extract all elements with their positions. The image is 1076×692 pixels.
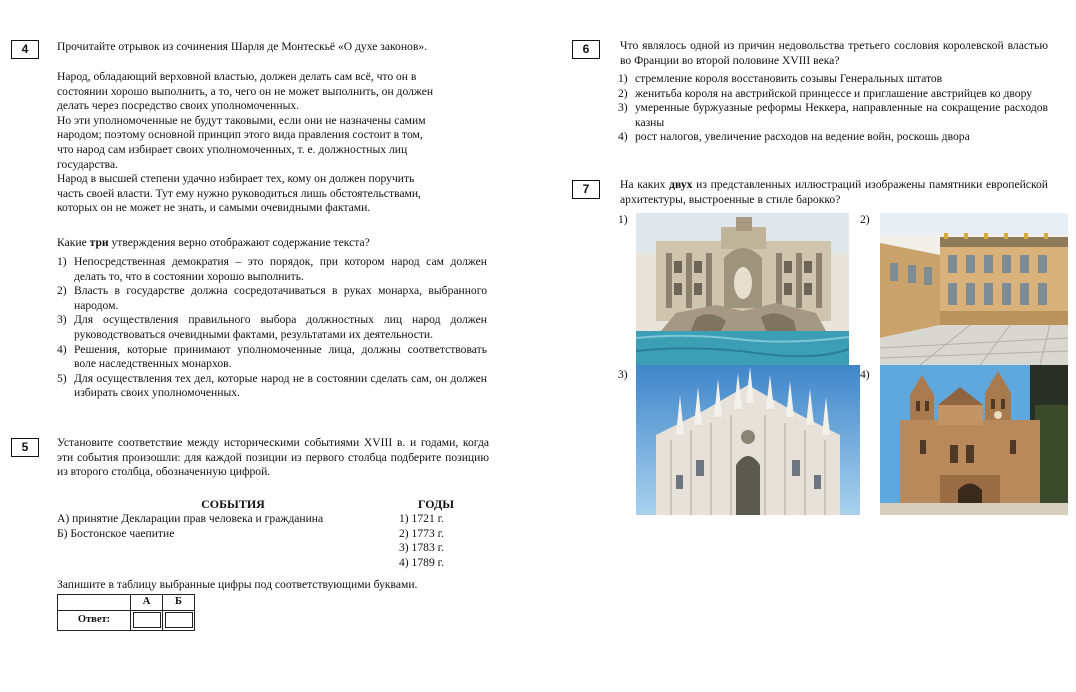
- answer-col-b: Б: [163, 595, 195, 611]
- milan-cathedral-drawing: [636, 365, 860, 515]
- q7-question-after: из представленных иллюстраций изображены памятники европейской архитектуры, выстроенные в стиле барокко?: [620, 178, 1048, 206]
- trier-cathedral-photo: [880, 365, 1068, 515]
- image-label-2: 2): [860, 213, 870, 226]
- option-text: женитьба короля на австрийской принцессе и приглашение австрийцев ко двору: [635, 86, 1033, 100]
- image-label-1: 1): [618, 213, 628, 226]
- trevi-fountain-photo: [636, 213, 849, 365]
- versailles-drawing: [880, 213, 1068, 365]
- option-number: 4): [57, 342, 67, 356]
- q4-options: [57, 255, 487, 401]
- list-item: [618, 87, 1048, 102]
- list-item: [57, 372, 487, 401]
- option-text: Власть в государстве должна сосредотачиваться в руках монарха, выбранного народом.: [74, 284, 487, 312]
- answer-cell-b[interactable]: [163, 610, 195, 630]
- question-number-5: 5: [11, 438, 39, 457]
- q4-question: [57, 236, 489, 251]
- q5-intro: Установите соответствие между историческими событиями XVIII в. и годами, когда эти события произошли: для каждой позиции из первого столбца подберите позицию из второго столбца, обозначенную цифрой.: [57, 436, 489, 479]
- events-header: СОБЫТИЯ: [201, 497, 265, 511]
- option-text: Для осуществления правильного выбора должностных лиц народ должен руководствоваться очевидными фактами, результатами их деятельности.: [74, 313, 487, 341]
- option-number: 5): [57, 371, 67, 385]
- image-label-4: 4): [860, 368, 870, 381]
- passage-line: Народ в высшей степени удачно избирает тех, кому он должен поручить: [57, 172, 415, 186]
- versailles-palace-photo: [880, 213, 1068, 365]
- year-item: 1) 1721 г.: [399, 512, 444, 525]
- list-item: [57, 313, 487, 342]
- answer-col-a: А: [131, 595, 163, 611]
- passage-line: состоянии хорошо выполнить, а то, чего он не может выполнить, он должен: [57, 84, 434, 98]
- option-number: 1): [57, 255, 67, 268]
- q4-passage: [57, 70, 489, 216]
- passage-line: Но эти уполномоченные не будут таковыми, если они не назначены самим: [57, 113, 426, 127]
- years-header: ГОДЫ: [417, 497, 455, 511]
- list-item: [618, 130, 1048, 145]
- q4-question-before: Какие: [57, 236, 87, 249]
- list-item: [618, 72, 1048, 87]
- option-number: 3): [57, 313, 67, 327]
- q4-intro: Прочитайте отрывок из сочинения Шарля де Монтескьё «О духе законов».: [57, 40, 428, 53]
- option-number: 1): [618, 72, 628, 85]
- passage-line: которых он не может не знать, и самыми очевидными фактами.: [57, 201, 371, 215]
- q4-question-after: утверждения верно отображают содержание текста?: [111, 236, 370, 249]
- milan-cathedral-photo: [636, 365, 860, 515]
- answer-cell-a[interactable]: [131, 610, 163, 630]
- trier-cathedral-drawing: [880, 365, 1068, 515]
- year-item: 2) 1773 г.: [399, 526, 444, 540]
- passage-line: часть своей власти. Тут ему нужно руководиться лишь обстоятельствами,: [57, 186, 421, 200]
- option-text: стремление короля восстановить созывы Генеральных штатов: [635, 72, 943, 85]
- q7-question: [620, 178, 1048, 207]
- option-text: Решения, которые принимают уполномоченные лица, должны соответствовать воле наследственных монархов.: [74, 342, 487, 371]
- q7-question-bold: двух: [669, 178, 693, 191]
- answer-label: Ответ:: [58, 610, 131, 630]
- option-text: Непосредственная демократия – это порядок, при котором народ сам должен делать то, что в состоянии хорошо выполнить.: [74, 255, 487, 283]
- option-text: рост налогов, увеличение расходов на ведение войн, роскошь двора: [635, 130, 970, 144]
- q6-question: Что являлось одной из причин недовольства третьего сословия королевской властью во Франции во второй половине XVIII века?: [620, 39, 1048, 67]
- option-text: умеренные буржуазные реформы Неккера, направленные на сокращение расходов казны: [635, 101, 1048, 129]
- q4-question-bold: три: [89, 236, 109, 249]
- passage-line: Народ, обладающий верховной властью, должен делать сам всё, что он в: [57, 70, 417, 83]
- option-text: Для осуществления тех дел, которые народ не в состоянии сделать сам, он должен избирать своих уполномоченных.: [74, 371, 487, 400]
- trevi-fountain-drawing: [636, 213, 849, 365]
- list-item: [618, 101, 1048, 130]
- event-item-a: А) принятие Декларации прав человека и гражданина: [57, 512, 324, 525]
- passage-line: делать через посредство своих уполномоченных.: [57, 99, 300, 113]
- years-list: [399, 512, 479, 570]
- q5-instruction: Запишите в таблицу выбранные цифры под соответствующими буквами.: [57, 578, 418, 591]
- event-item-b: Б) Бостонское чаепитие: [57, 527, 175, 540]
- list-item: [57, 284, 487, 313]
- option-number: 4): [618, 130, 628, 144]
- option-number: 2): [618, 86, 628, 100]
- passage-line: государства.: [57, 157, 119, 171]
- list-item: [57, 255, 487, 284]
- image-label-3: 3): [618, 368, 628, 381]
- q7-question-before: На каких: [620, 178, 666, 191]
- question-number-4: 4: [11, 40, 39, 59]
- q6-options: [618, 72, 1048, 145]
- passage-line: народом; поэтому основной принцип этого вида правления состоит в том,: [57, 128, 423, 142]
- answer-table-corner: [58, 595, 131, 611]
- year-item: 4) 1789 г.: [399, 555, 444, 569]
- answer-table: [57, 594, 195, 631]
- question-number-6: 6: [572, 40, 600, 59]
- question-number-7: 7: [572, 180, 600, 199]
- option-number: 2): [57, 284, 67, 298]
- passage-line: что народ сам избирает своих уполномоченных, т. е. должностных лиц: [57, 142, 408, 156]
- list-item: [57, 343, 487, 372]
- year-item: 3) 1783 г.: [399, 541, 444, 555]
- option-number: 3): [618, 101, 628, 115]
